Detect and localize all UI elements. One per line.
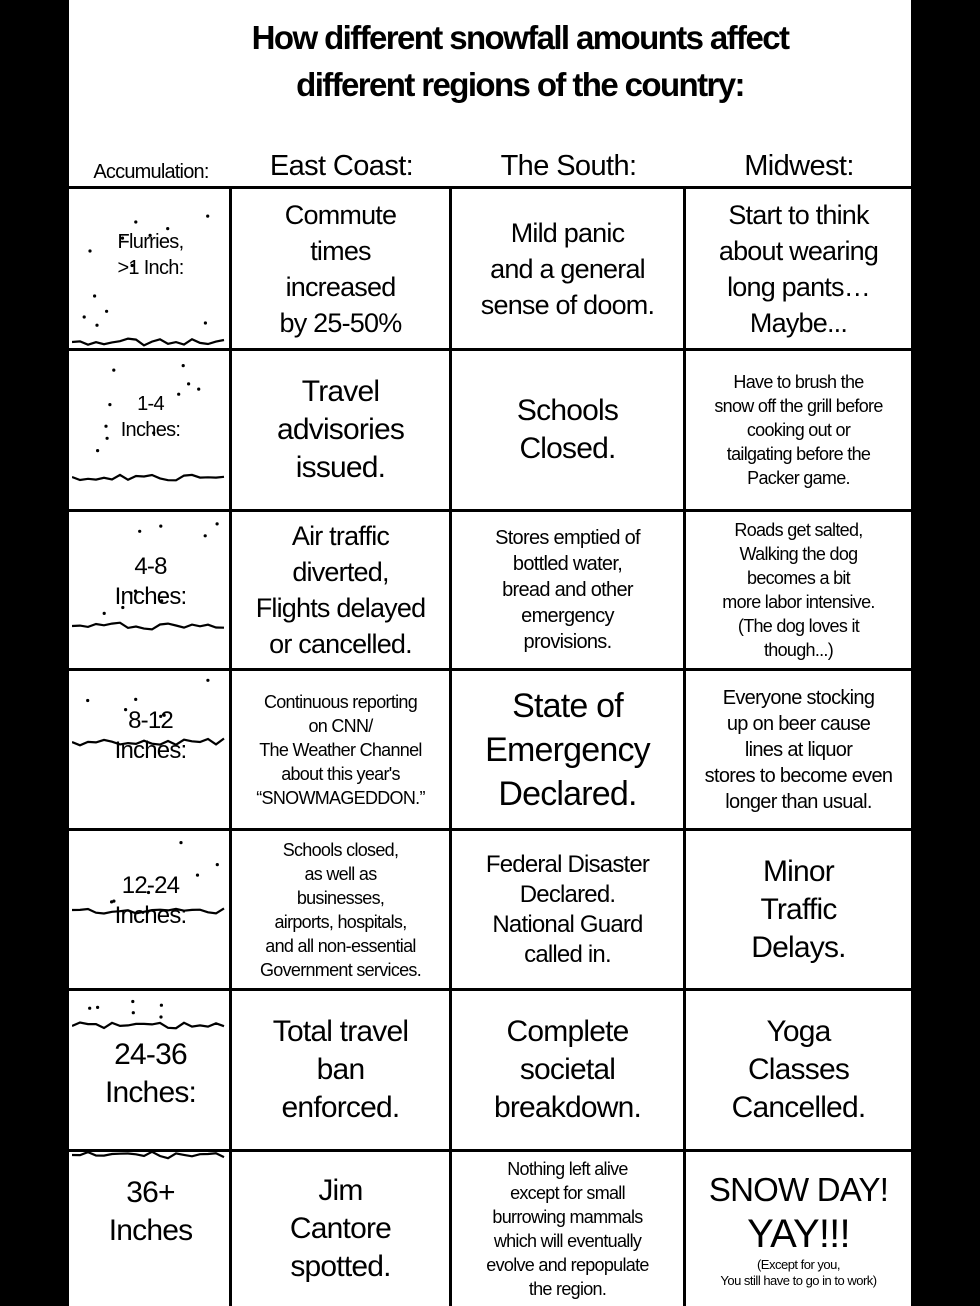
header-the-south: The South: [500,149,637,182]
cell-text-line: emergency [521,605,614,627]
cell-midwest [686,831,911,988]
title-line-2: different regions of the country: [296,66,744,103]
cell-text-line: the region. [528,1279,607,1299]
cell-text-line: Minor [762,854,834,888]
cell-text-line: burrowing mammals [492,1207,643,1227]
snow-ground-line [72,623,224,630]
snowflake-dot [204,321,207,324]
cell-text-line: long pants… [727,271,870,302]
cell-text-line: Air traffic [291,521,390,551]
cell-text-line: Total travel [272,1015,409,1048]
cell-text-line: longer than usual. [725,790,872,813]
cell-text-line: Federal Disaster [485,850,650,878]
cell-text-line: diverted, [292,557,389,587]
accumulation-label-line: >1 Inch: [117,257,184,279]
cell-text-line: sense of doom. [480,289,655,320]
snowflake-dot [134,220,137,223]
cell-text-line: Jim [318,1174,363,1207]
snowflake-dot [131,1000,134,1003]
snowflake-dot [187,382,190,385]
cell-text-line: evolve and repopulate [486,1255,649,1275]
accumulation-label-line: 8-12 [128,707,173,734]
title-line-1: How different snowfall amounts affect [251,19,789,56]
cell-text-line: Continuous reporting [263,691,418,712]
cell-east-coast [232,351,449,509]
cell-text-line: Everyone stocking [722,686,875,709]
accumulation-label-line: 1-4 [137,393,164,415]
snowflake-dot [182,364,185,367]
cell-text-line: Have to brush the [733,372,864,392]
snowflake-dot [206,215,209,218]
cell-text-line: as well as [304,863,377,884]
cell-text-line: Flights delayed [255,593,426,623]
cell-text-line: Complete [506,1015,629,1048]
cell-text-line: “SNOWMAGEDDON.” [256,787,425,808]
cell-text-line: (The dog loves it [737,616,860,636]
cell-text-line: and a general [490,253,645,284]
cell-midwest [686,189,911,348]
snowflake-dot [216,522,219,525]
cell-text-line: or cancelled. [269,629,412,659]
cell-the-south [452,189,683,348]
cell-text-line: called in. [524,940,611,968]
cell-text-line: Mild panic [510,217,625,248]
cell-text-line: cooking out or [746,420,851,440]
page-title [69,14,971,108]
cell-midwest [686,512,911,668]
accumulation-cell [72,351,229,509]
cell-text-line: bread and other [502,579,633,601]
snow-ground-line [72,1152,224,1158]
cell-text-line: Delays. [751,930,846,964]
cell-text-line: Declared. [498,774,637,813]
snowflake-dot [95,324,98,327]
snowflake-dot [159,1015,162,1018]
cell-text-line: increased [285,271,396,302]
cell-text-line: Travel [301,375,380,408]
accumulation-label [72,1036,229,1112]
cell-the-south [452,831,683,988]
cell-text-line: Nothing left alive [507,1159,628,1179]
cell-text-line: (Except for you, [756,1257,841,1272]
cell-text-line: businesses, [296,887,385,908]
cell-text-line: more labor intensive. [722,592,875,612]
cell-text-line: Government services. [259,959,422,980]
snowflake-dot [88,1007,91,1010]
cell-text-line: times [310,235,371,266]
accumulation-label-line: Inches: [120,419,181,441]
cell-text-line: by 25-50% [279,307,402,338]
snowflake-dot [160,1004,163,1007]
cell-text-line: societal [519,1053,616,1086]
cell-text-line: Yoga [766,1015,831,1048]
accumulation-label [72,871,229,931]
cell-text-line: which will eventually [493,1231,642,1251]
cell-text-line: Closed. [519,432,616,465]
cell-midwest [686,671,911,828]
accumulation-label-line: 36+ [126,1176,175,1209]
cell-text-line: and all non-essential [265,935,416,956]
cell-text-line: about this year's [281,763,400,784]
cell-text-line: YAY!!! [747,1212,850,1256]
cell-text-line: SNOW DAY! [708,1171,889,1208]
cell-text-line: though...) [763,640,834,660]
cell-east-coast [232,512,449,668]
cell-text-line: enforced. [281,1091,400,1124]
cell-the-south [452,351,683,509]
cell-text-line: Schools [516,394,619,427]
cell-text-line: Commute [284,199,397,230]
cell-text-line: issued. [295,451,386,484]
cell-text-line: National Guard [492,910,643,938]
cell-text-line: Walking the dog [739,544,858,564]
cell-text-line: advisories [276,413,405,446]
snowflake-dot [105,310,108,313]
cell-midwest [686,991,911,1149]
cell-text-line: The Weather Channel [259,739,422,760]
snowflake-dot [134,698,137,701]
accumulation-cell [72,671,229,828]
accumulation-label [72,229,229,281]
cell-text-line: lines at liquor [744,738,853,761]
cell-text-line: Stores emptied of [495,527,640,549]
snowflake-dot [96,1006,99,1009]
cell-text-line: Cancelled. [731,1091,866,1124]
cell-the-south [452,671,683,828]
snowflake-dot [138,530,141,533]
accumulation-label-line: Inches: [114,737,187,764]
cell-text-line: stores to become even [704,764,893,787]
cell-text-line: airports, hospitals, [274,911,407,932]
cell-text-line: becomes a bit [747,568,850,588]
snowflake-dot [206,679,209,682]
snowflake-dot [132,1011,135,1014]
cell-midwest [686,1152,911,1306]
accumulation-label-line: 24-36 [114,1038,187,1071]
accumulation-cell [72,1152,229,1306]
cell-text-line: ban [316,1053,365,1086]
accumulation-label-line: Inches: [104,1076,197,1109]
cell-text-line: You still have to go in to work) [720,1273,877,1288]
accumulation-label [72,391,229,443]
snow-ground-line [72,339,224,346]
cell-the-south [452,991,683,1149]
snowflake-dot [103,612,106,615]
cell-text-line: snow off the grill before [714,396,883,416]
cell-text-line: provisions. [523,631,612,653]
accumulation-label [72,552,229,612]
cell-text-line: Roads get salted, [734,520,863,540]
accumulation-label-line: Flurries, [117,231,184,253]
cell-text-line: except for small [510,1183,625,1203]
snowflake-dot [112,369,115,372]
cell-text-line: Start to think [728,199,869,230]
cell-text-line: Traffic [760,892,837,926]
snowflake-dot [93,294,96,297]
cell-text-line: about wearing [718,235,879,266]
accumulation-label-line: 12-24 [121,872,180,899]
cell-text-line: tailgating before the [726,444,871,464]
cell-the-south [452,1152,683,1306]
header-accumulation: Accumulation: [93,160,209,183]
snowflake-dot [86,699,89,702]
cell-text-line: on CNN/ [308,715,373,736]
accumulation-cell [72,512,229,668]
snowflake-dot [204,534,207,537]
cell-text-line: Schools closed, [282,839,399,860]
snowflake-dot [159,525,162,528]
accumulation-label [72,1174,229,1250]
cell-east-coast [232,1152,449,1306]
accumulation-label-line: Inches: [114,902,187,929]
snowflake-dot [179,841,182,844]
cell-east-coast [232,991,449,1149]
snow-ground-line [72,1023,224,1029]
cell-text-line: up on beer cause [726,712,871,735]
accumulation-label-line: Inches [108,1214,193,1247]
cell-the-south [452,512,683,668]
accumulation-label-line: 4-8 [134,553,167,580]
snowflake-dot [96,449,99,452]
accumulation-cell [72,991,229,1149]
snow-ground-line [72,475,224,480]
accumulation-cell [72,831,229,988]
cell-text-line: Declared. [519,880,616,908]
cell-east-coast [232,189,449,348]
accumulation-label-line: Inches: [114,583,187,610]
cell-text-line: bottled water, [512,553,623,575]
accumulation-label [72,706,229,766]
cell-text-line: Maybe... [749,307,848,338]
cell-midwest [686,351,911,509]
accumulation-cell [72,189,229,348]
cell-text-line: Cantore [289,1212,392,1245]
cell-text-line: breakdown. [493,1091,642,1124]
cell-east-coast [232,831,449,988]
cell-text-line: Emergency [485,730,650,769]
cell-text-line: State of [512,686,623,725]
cell-text-line: Classes [747,1053,850,1086]
cell-east-coast [232,671,449,828]
header-east-coast: East Coast: [269,149,414,182]
cell-text-line: spotted. [290,1250,391,1283]
snowflake-dot [83,315,86,318]
snowflake-dot [216,863,219,866]
header-midwest: Midwest: [744,149,854,182]
cell-text-line: Packer game. [747,468,850,488]
